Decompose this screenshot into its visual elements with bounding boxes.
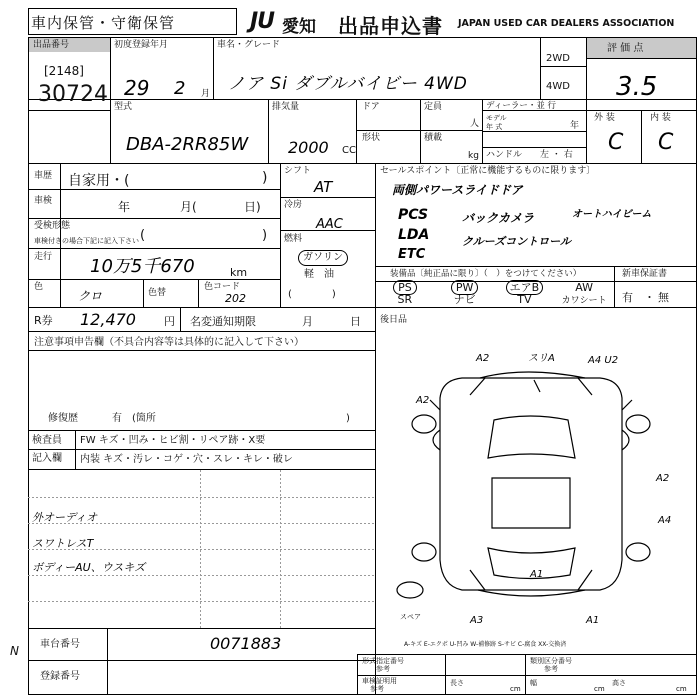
car-name-label: 車名・グレード	[217, 40, 281, 50]
owner-deadline-label: 名変通知期限	[190, 315, 256, 328]
damage-mark-front-right: A4 U2	[588, 355, 619, 366]
damage-mark-right-rear: A4	[658, 515, 672, 526]
capacity-label: 定員	[424, 102, 443, 112]
exterior-grade: C	[608, 130, 624, 155]
repair-history-close: )	[346, 413, 350, 424]
height-label: 高さ	[612, 679, 626, 687]
warranty-no: 無	[658, 291, 669, 304]
length-unit: cm	[510, 685, 521, 693]
cert-ref: 参考	[370, 685, 384, 693]
exterior-defect-row: FW キズ・凹み・ヒビ割・リペア跡・X要	[80, 435, 266, 446]
deadline-month: 月	[302, 315, 313, 328]
model-label: 型式	[114, 102, 133, 112]
mileage-value: 10万5千670	[90, 256, 195, 277]
sales-point-lda: LDA	[398, 227, 430, 243]
sales-point-pcs: PCS	[398, 207, 429, 223]
inspection-day: 日)	[244, 200, 261, 214]
listing-bracket: [2148]	[44, 64, 84, 78]
equipment-item-airbag	[495, 282, 555, 307]
equipment-label: 装備品〔純正品に限り〕（ ）をつけてください）	[390, 269, 582, 279]
registration-label: 登録番号	[40, 671, 80, 682]
door-label: ドア	[362, 102, 380, 112]
mileage-label: 走行	[34, 252, 53, 262]
listing-number: 30724	[38, 82, 108, 107]
association-name: JAPAN USED CAR DEALERS ASSOCIATION	[458, 18, 675, 29]
displacement-value: 2000	[288, 138, 329, 157]
history-label: 車歴	[34, 171, 53, 181]
fuel-label: 燃料	[284, 234, 303, 244]
shape-label: 形状	[362, 133, 381, 143]
chassis-number: 0071883	[210, 634, 282, 653]
class-number-ref: 参考	[544, 665, 558, 673]
shift-label: シフト	[284, 166, 312, 176]
storage-stamp: 車内保管・守衛保管	[31, 14, 176, 32]
damage-mark-left: A2	[416, 395, 430, 406]
first-reg-month: 2	[174, 78, 186, 99]
color-code-value: 202	[225, 292, 246, 305]
equipment-aw: AW	[575, 281, 594, 294]
fuel-other: ( )	[288, 289, 336, 300]
interior-label: 内 装	[650, 113, 671, 123]
equipment-pw-circled: PW	[451, 280, 479, 295]
warranty-yes: 有	[622, 291, 633, 304]
load-label: 積載	[424, 133, 443, 143]
sales-point-cruise: クルーズコントロール	[462, 235, 571, 248]
inspector-note-1: 外オーディオ	[32, 511, 98, 524]
ju-logo: JU	[250, 9, 275, 34]
org-name: 愛知	[282, 17, 316, 37]
inspector-note-2: スワトレスT	[32, 537, 94, 550]
sales-point-highbeam: オートハイビーム	[572, 209, 652, 220]
drive-2wd: 2WD	[546, 53, 570, 64]
equipment-grid	[375, 282, 614, 307]
sales-point-camera: バックカメラ	[462, 211, 535, 225]
history-close: )	[262, 170, 268, 186]
shift-value: AT	[314, 178, 333, 196]
exterior-label: 外 装	[594, 113, 615, 123]
interior-defect-row: 内装 キズ・汚レ・コゲ・穴・スレ・キレ・破レ	[80, 454, 293, 465]
ac-value: AAC	[316, 217, 343, 232]
history-value: 自家用・(	[68, 173, 130, 189]
sales-points-label: セールスポイント〔正常に機能するものに限ります〕	[380, 166, 596, 176]
inspection-year: 年	[118, 200, 131, 214]
back-items-label: 後日品	[380, 315, 408, 325]
damage-mark-right-door: A2	[656, 473, 670, 484]
recycle-label: R券	[34, 314, 53, 327]
color-value: クロ	[78, 289, 103, 303]
damage-mark-front-center: スリA	[528, 353, 555, 364]
rating-value: 3.5	[616, 72, 658, 102]
damage-mark-rear-right: A1	[586, 615, 600, 626]
damage-mark-front-left: A2	[476, 353, 490, 364]
recycle-value: 12,470	[80, 310, 136, 329]
repair-history-label: 修復歴	[48, 413, 78, 424]
equipment-item-ps	[375, 282, 435, 307]
load-unit: kg	[468, 151, 479, 161]
color-code-label: 色コード	[204, 282, 241, 292]
inspector-note-3: ボディーAU、ウスキズ	[32, 561, 146, 574]
capacity-unit: 人	[470, 119, 480, 129]
equipment-ps-circled: PS	[393, 280, 417, 295]
warranty-sep: ・	[644, 291, 655, 304]
receipt-paren: (	[140, 228, 146, 243]
interior-grade: C	[658, 130, 674, 155]
inspection-month: 月(	[180, 200, 197, 214]
equipment-tv: TV	[517, 293, 532, 306]
margin-mark: N	[10, 644, 19, 658]
rating-label: 評 価 点	[587, 38, 696, 58]
fuel-diesel: 軽 油	[304, 269, 334, 280]
recycle-unit: 円	[164, 315, 175, 328]
equipment-leather-seat: カワシート	[561, 296, 607, 306]
model-year-label: モデル 年 式	[486, 114, 507, 131]
model-year-unit: 年	[570, 121, 580, 131]
receipt-close: )	[262, 228, 268, 243]
color-label: 色	[34, 282, 44, 292]
entry-label: 記入欄	[32, 453, 62, 464]
notes-label: 注意事項申告欄（不具合内容等は具体的に記入して下さい）	[34, 337, 304, 348]
listing-no-label: 出品番号	[29, 38, 110, 52]
model-code: DBA-2RR85W	[126, 134, 249, 155]
sales-point-1: 両側パワースライドドア	[392, 183, 523, 197]
width-unit: cm	[594, 685, 605, 693]
damage-mark-rear-glass: A1	[530, 569, 544, 580]
equipment-airbag-circled: エアB	[506, 280, 544, 295]
type-designation-ref: 参考	[376, 665, 390, 673]
repair-history-value: 有 (箇所	[112, 413, 156, 424]
ac-label: 冷房	[284, 200, 303, 210]
chassis-label: 車台番号	[40, 639, 80, 650]
equipment-item-pw	[435, 282, 495, 307]
color-change-label: 色替	[148, 288, 167, 298]
dealer-label: ディーラー・並 行	[486, 101, 557, 111]
inspector-label: 検査員	[32, 435, 62, 446]
height-unit: cm	[676, 685, 687, 693]
doc-title: 出品申込書	[338, 14, 443, 38]
sales-point-etc: ETC	[398, 247, 426, 262]
class-number-label: 類別区分番号	[530, 657, 572, 665]
length-label: 長さ	[450, 679, 464, 687]
cert-label: 車検証明用	[362, 677, 397, 685]
deadline-day: 日	[350, 315, 361, 328]
damage-mark-rear-left: A3	[470, 615, 484, 626]
equipment-sr: SR	[397, 293, 413, 306]
type-designation-label: 形式指定番号	[362, 657, 404, 665]
drive-4wd: 4WD	[546, 81, 570, 92]
warranty-label: 新車保証書	[622, 269, 668, 279]
equipment-navi: ナビ	[453, 293, 476, 306]
mileage-unit: km	[230, 266, 248, 279]
displacement-unit: CC	[342, 145, 356, 156]
damage-legend: A-キズ E-エクボ U-凹み W-補修跡 S-サビ C-腐食 XX-交換済	[404, 641, 567, 648]
receipt-label: 受検形態	[34, 221, 71, 231]
handle-label: ハンドル	[486, 150, 523, 160]
receipt-note: 車検付きの場合下記に記入下さい	[34, 237, 139, 245]
handle-side: 左 ・ 右	[540, 150, 573, 160]
first-reg-month-unit: 月	[201, 89, 211, 99]
first-reg-year: 29	[124, 76, 150, 100]
first-reg-label: 初度登録年月	[114, 40, 169, 50]
displacement-label: 排気量	[272, 102, 300, 112]
inspection-label: 車検	[34, 196, 53, 206]
car-name-value: ノア Si ダブルバイビー 4WD	[228, 74, 468, 94]
spare-tire-label: スペア	[400, 613, 421, 621]
equipment-item-aw	[554, 282, 614, 307]
fuel-gasoline-circled: ガソリン	[298, 250, 348, 266]
width-label: 幅	[530, 679, 537, 687]
